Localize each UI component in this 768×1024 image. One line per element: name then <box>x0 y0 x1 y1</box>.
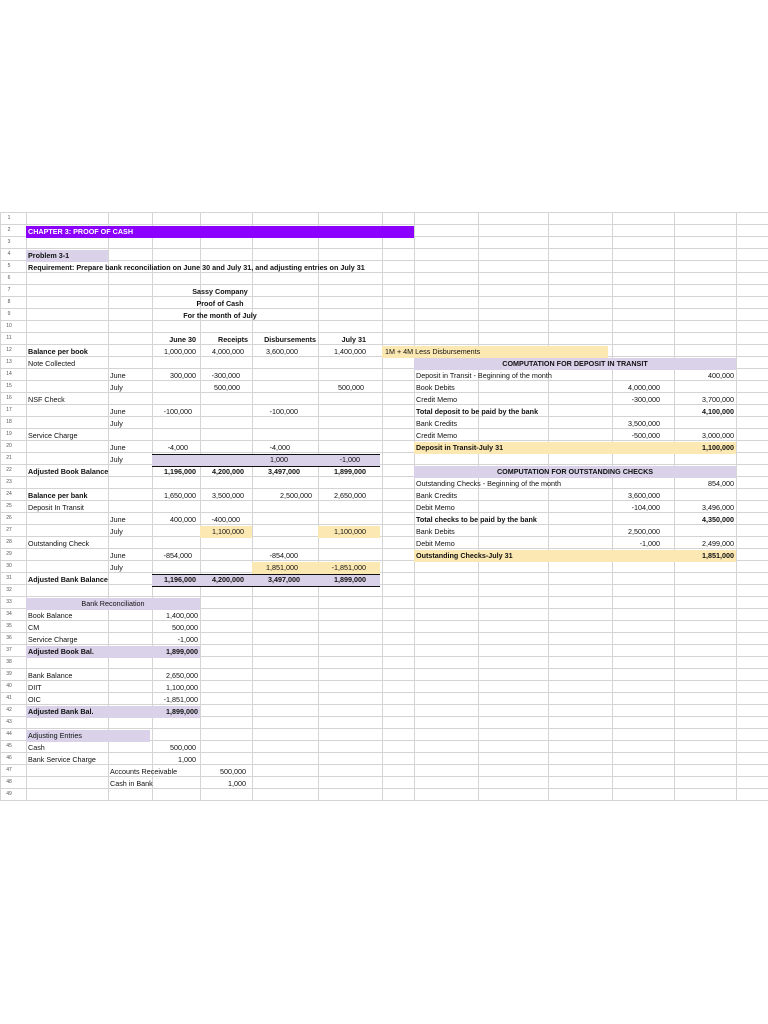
sc-july-disb: 1,000 <box>270 455 288 464</box>
row-number[interactable]: 31 <box>6 575 12 581</box>
sc-june-disb: -4,000 <box>269 443 290 452</box>
recon-row-label: DIIT <box>28 683 42 692</box>
row-number[interactable]: 47 <box>6 767 12 773</box>
oc-july-disb: 1,851,000 <box>266 563 298 572</box>
row-number[interactable]: 22 <box>6 467 12 473</box>
dit-june-receipts: -400,000 <box>211 515 240 524</box>
oc-row-label: Bank Debits <box>416 527 455 536</box>
row-number[interactable]: 15 <box>6 383 12 389</box>
bank-receipts-value: 3,500,000 <box>212 491 244 500</box>
oc-row-total: 2,499,000 <box>702 539 734 548</box>
adj-bank-receipts: 4,200,000 <box>212 575 244 584</box>
row-number[interactable]: 16 <box>6 395 12 401</box>
row-number[interactable]: 4 <box>7 251 11 257</box>
col-july31: July 31 <box>341 335 366 344</box>
entry2-debit: Bank Service Charge <box>28 755 96 764</box>
dit-row-total: 400,000 <box>708 371 734 380</box>
row-number[interactable]: 20 <box>6 443 12 449</box>
entry2-debit-amount: 1,000 <box>178 755 196 764</box>
july-label: July <box>110 419 123 428</box>
chapter-title: CHAPTER 3: PROOF OF CASH <box>28 227 134 236</box>
note-july-july31: 500,000 <box>338 383 364 392</box>
row-number[interactable]: 13 <box>6 359 12 365</box>
report-period: For the month of July <box>183 311 257 320</box>
row-number[interactable]: 45 <box>6 743 12 749</box>
company-name: Sassy Company <box>192 287 248 296</box>
outstanding-check-label: Outstanding Check <box>28 539 90 548</box>
row-number[interactable]: 35 <box>6 623 12 629</box>
report-title: Proof of Cash <box>196 299 244 308</box>
dit-row-label: Credit Memo <box>416 431 458 440</box>
book-receipts-value: 4,000,000 <box>212 347 244 356</box>
bank-june30-value: 1,650,000 <box>164 491 196 500</box>
book-june30-value: 1,000,000 <box>164 347 196 356</box>
row-number[interactable]: 42 <box>6 707 12 713</box>
dit-row-subtotal: 3,500,000 <box>628 419 660 428</box>
dit-row-subtotal: -300,000 <box>631 395 660 404</box>
july-label: July <box>110 563 123 572</box>
row-number[interactable]: 24 <box>6 491 12 497</box>
row-number[interactable]: 26 <box>6 515 12 521</box>
dit-row-label: Book Debits <box>416 383 455 392</box>
nsf-june-june30: -100,000 <box>163 407 192 416</box>
row-number[interactable]: 39 <box>6 671 12 677</box>
june-label: June <box>110 371 126 380</box>
dit-row-subtotal: 4,000,000 <box>628 383 660 392</box>
deposit-in-transit-label: Deposit In Transit <box>28 503 84 512</box>
entry1-debit: Cash <box>28 743 45 752</box>
dit-row-subtotal: -500,000 <box>631 431 660 440</box>
row-number[interactable]: 37 <box>6 647 12 653</box>
row-number[interactable]: 2 <box>7 227 11 233</box>
adjusting-title: Adjusting Entries <box>28 731 82 740</box>
adjusted-book-balance-label: Adjusted Book Balance <box>28 467 109 476</box>
row-number[interactable]: 18 <box>6 419 12 425</box>
sc-june-june30: -4,000 <box>167 443 188 452</box>
dit-july-july31: 1,100,000 <box>334 527 366 536</box>
row-number[interactable]: 6 <box>7 275 11 281</box>
recon-row-value: -1,000 <box>177 635 198 644</box>
oc-row-subtotal: 3,600,000 <box>628 491 660 500</box>
col-receipts: Receipts <box>218 335 248 344</box>
row-number[interactable]: 43 <box>6 719 12 725</box>
row-number[interactable]: 14 <box>6 371 12 377</box>
oc-row-total: 1,851,000 <box>702 551 734 560</box>
row-number[interactable]: 30 <box>6 563 12 569</box>
note-june-receipts: -300,000 <box>211 371 240 380</box>
recon-row-value: -1,851,000 <box>163 695 198 704</box>
row-number[interactable]: 27 <box>6 527 12 533</box>
oc-section-title: COMPUTATION FOR OUTSTANDING CHECKS <box>496 467 654 476</box>
bank-disb-value: 2,500,000 <box>280 491 312 500</box>
row-number[interactable]: 38 <box>6 659 12 665</box>
oc-row-label: Debit Memo <box>416 503 455 512</box>
oc-row-subtotal: -104,000 <box>631 503 660 512</box>
note-july-receipts: 500,000 <box>214 383 240 392</box>
dit-row-label: Bank Credits <box>416 419 458 428</box>
book-disbursements-value: 3,600,000 <box>266 347 298 356</box>
adj-book-receipts: 4,200,000 <box>212 467 244 476</box>
entry1-credit: Accounts Receivable <box>110 767 178 776</box>
recon-title: Bank Reconciliation <box>81 599 145 608</box>
row-number[interactable]: 21 <box>6 455 12 461</box>
row-number[interactable]: 12 <box>6 347 12 353</box>
row-number[interactable]: 29 <box>6 551 12 557</box>
row-number[interactable]: 49 <box>6 791 12 797</box>
row-number[interactable]: 11 <box>6 335 12 341</box>
adjusted-bank-balance-label: Adjusted Bank Balance <box>28 575 108 584</box>
july-label: July <box>110 527 123 536</box>
june-label: June <box>110 407 126 416</box>
dit-row-total: 3,000,000 <box>702 431 734 440</box>
july-label: July <box>110 455 123 464</box>
col-disbursements: Disbursements <box>264 335 316 344</box>
dit-row-label: Deposit in Transit - Beginning of the month <box>416 371 552 380</box>
oc-row-label: Outstanding Checks-July 31 <box>416 551 513 560</box>
recon-row-label: Book Balance <box>28 611 73 620</box>
oc-row-label: Total checks to be paid by the bank <box>416 515 537 524</box>
row-number[interactable]: 5 <box>7 263 11 269</box>
oc-row-subtotal: -1,000 <box>639 539 660 548</box>
row-number[interactable]: 19 <box>6 431 12 437</box>
oc-june-june30: -854,000 <box>163 551 192 560</box>
oc-row-label: Outstanding Checks - Beginning of the month <box>416 479 562 488</box>
recon-row-label: Adjusted Bank Bal. <box>28 707 94 716</box>
oc-july-july31: -1,851,000 <box>331 563 366 572</box>
spreadsheet <box>0 212 768 812</box>
row-number[interactable]: 41 <box>6 695 12 701</box>
oc-row-total: 854,000 <box>708 479 734 488</box>
dit-row-total: 1,100,000 <box>702 443 734 452</box>
row-number[interactable]: 10 <box>6 323 12 329</box>
entry2-credit: Cash in Bank <box>110 779 153 788</box>
row-number[interactable]: 32 <box>6 587 12 593</box>
recon-row-value: 500,000 <box>172 623 198 632</box>
row-number[interactable]: 17 <box>6 407 12 413</box>
balance-per-bank-label: Balance per bank <box>28 491 88 500</box>
service-charge-label: Service Charge <box>28 431 78 440</box>
entry1-debit-amount: 500,000 <box>170 743 196 752</box>
problem-title: Problem 3-1 <box>28 251 70 260</box>
dit-row-label: Deposit in Transit-July 31 <box>416 443 504 452</box>
row-number[interactable]: 48 <box>6 779 12 785</box>
dit-row-total: 4,100,000 <box>702 407 734 416</box>
recon-row-label: Service Charge <box>28 635 78 644</box>
adj-book-june30: 1,196,000 <box>164 467 196 476</box>
entry2-credit-amount: 1,000 <box>228 779 246 788</box>
nsf-june-disb: -100,000 <box>269 407 298 416</box>
recon-row-label: OIC <box>28 695 41 704</box>
requirement-text: Requirement: Prepare bank reconciliation on June 30 and July 31, and adjusting entries on July 31 <box>28 263 365 272</box>
row-number[interactable]: 3 <box>7 239 11 245</box>
oc-row-subtotal: 2,500,000 <box>628 527 660 536</box>
bank-july31-value: 2,650,000 <box>334 491 366 500</box>
june-label: June <box>110 551 126 560</box>
recon-row-label: Bank Balance <box>28 671 73 680</box>
dit-row-total: 3,700,000 <box>702 395 734 404</box>
june-label: June <box>110 443 126 452</box>
col-june30: June 30 <box>169 335 196 344</box>
july-label: July <box>110 383 123 392</box>
adj-bank-june30: 1,196,000 <box>164 575 196 584</box>
row-number[interactable]: 46 <box>6 755 12 761</box>
adj-book-disb: 3,497,000 <box>268 467 300 476</box>
book-july31-value: 1,400,000 <box>334 347 366 356</box>
adj-book-july31: 1,899,000 <box>334 467 366 476</box>
row-number[interactable]: 7 <box>7 287 11 293</box>
row-number[interactable]: 34 <box>6 611 12 617</box>
adj-bank-disb: 3,497,000 <box>268 575 300 584</box>
row-number[interactable]: 8 <box>7 299 11 305</box>
row-number[interactable]: 28 <box>6 539 12 545</box>
recon-row-value: 1,400,000 <box>166 611 198 620</box>
nsf-check-label: NSF Check <box>28 395 65 404</box>
adj-bank-july31: 1,899,000 <box>334 575 366 584</box>
dit-june-june30: 400,000 <box>170 515 196 524</box>
note-collected-label: Note Collected <box>28 359 76 368</box>
recon-row-label: Adjusted Book Bal. <box>28 647 94 656</box>
note-june-june30: 300,000 <box>170 371 196 380</box>
row-number[interactable]: 1 <box>7 215 11 221</box>
oc-row-total: 3,496,000 <box>702 503 734 512</box>
row-number[interactable]: 9 <box>7 311 11 317</box>
recon-row-value: 1,100,000 <box>166 683 198 692</box>
formula-note: 1M + 4M Less Disbursements <box>385 347 481 356</box>
sc-july-july31: -1,000 <box>339 455 360 464</box>
entry1-credit-amount: 500,000 <box>220 767 246 776</box>
dit-section-title: COMPUTATION FOR DEPOSIT IN TRANSIT <box>502 359 648 368</box>
row-number[interactable]: 25 <box>6 503 12 509</box>
dit-row-label: Credit Memo <box>416 395 458 404</box>
row-number[interactable]: 23 <box>6 479 12 485</box>
oc-row-total: 4,350,000 <box>702 515 734 524</box>
dit-row-label: Total deposit to be paid by the bank <box>416 407 539 416</box>
recon-row-label: CM <box>28 623 40 632</box>
oc-row-label: Debit Memo <box>416 539 455 548</box>
recon-row-value: 2,650,000 <box>166 671 198 680</box>
recon-row-value: 1,899,000 <box>166 707 198 716</box>
row-number[interactable]: 36 <box>6 635 12 641</box>
row-number[interactable]: 44 <box>6 731 12 737</box>
oc-june-disb: -854,000 <box>269 551 298 560</box>
dit-july-receipts: 1,100,000 <box>212 527 244 536</box>
oc-row-label: Bank Credits <box>416 491 458 500</box>
recon-row-value: 1,899,000 <box>166 647 198 656</box>
balance-per-book-label: Balance per book <box>28 347 88 356</box>
rule-line <box>152 586 380 587</box>
row-number[interactable]: 33 <box>6 599 12 605</box>
june-label: June <box>110 515 126 524</box>
row-number[interactable]: 40 <box>6 683 12 689</box>
